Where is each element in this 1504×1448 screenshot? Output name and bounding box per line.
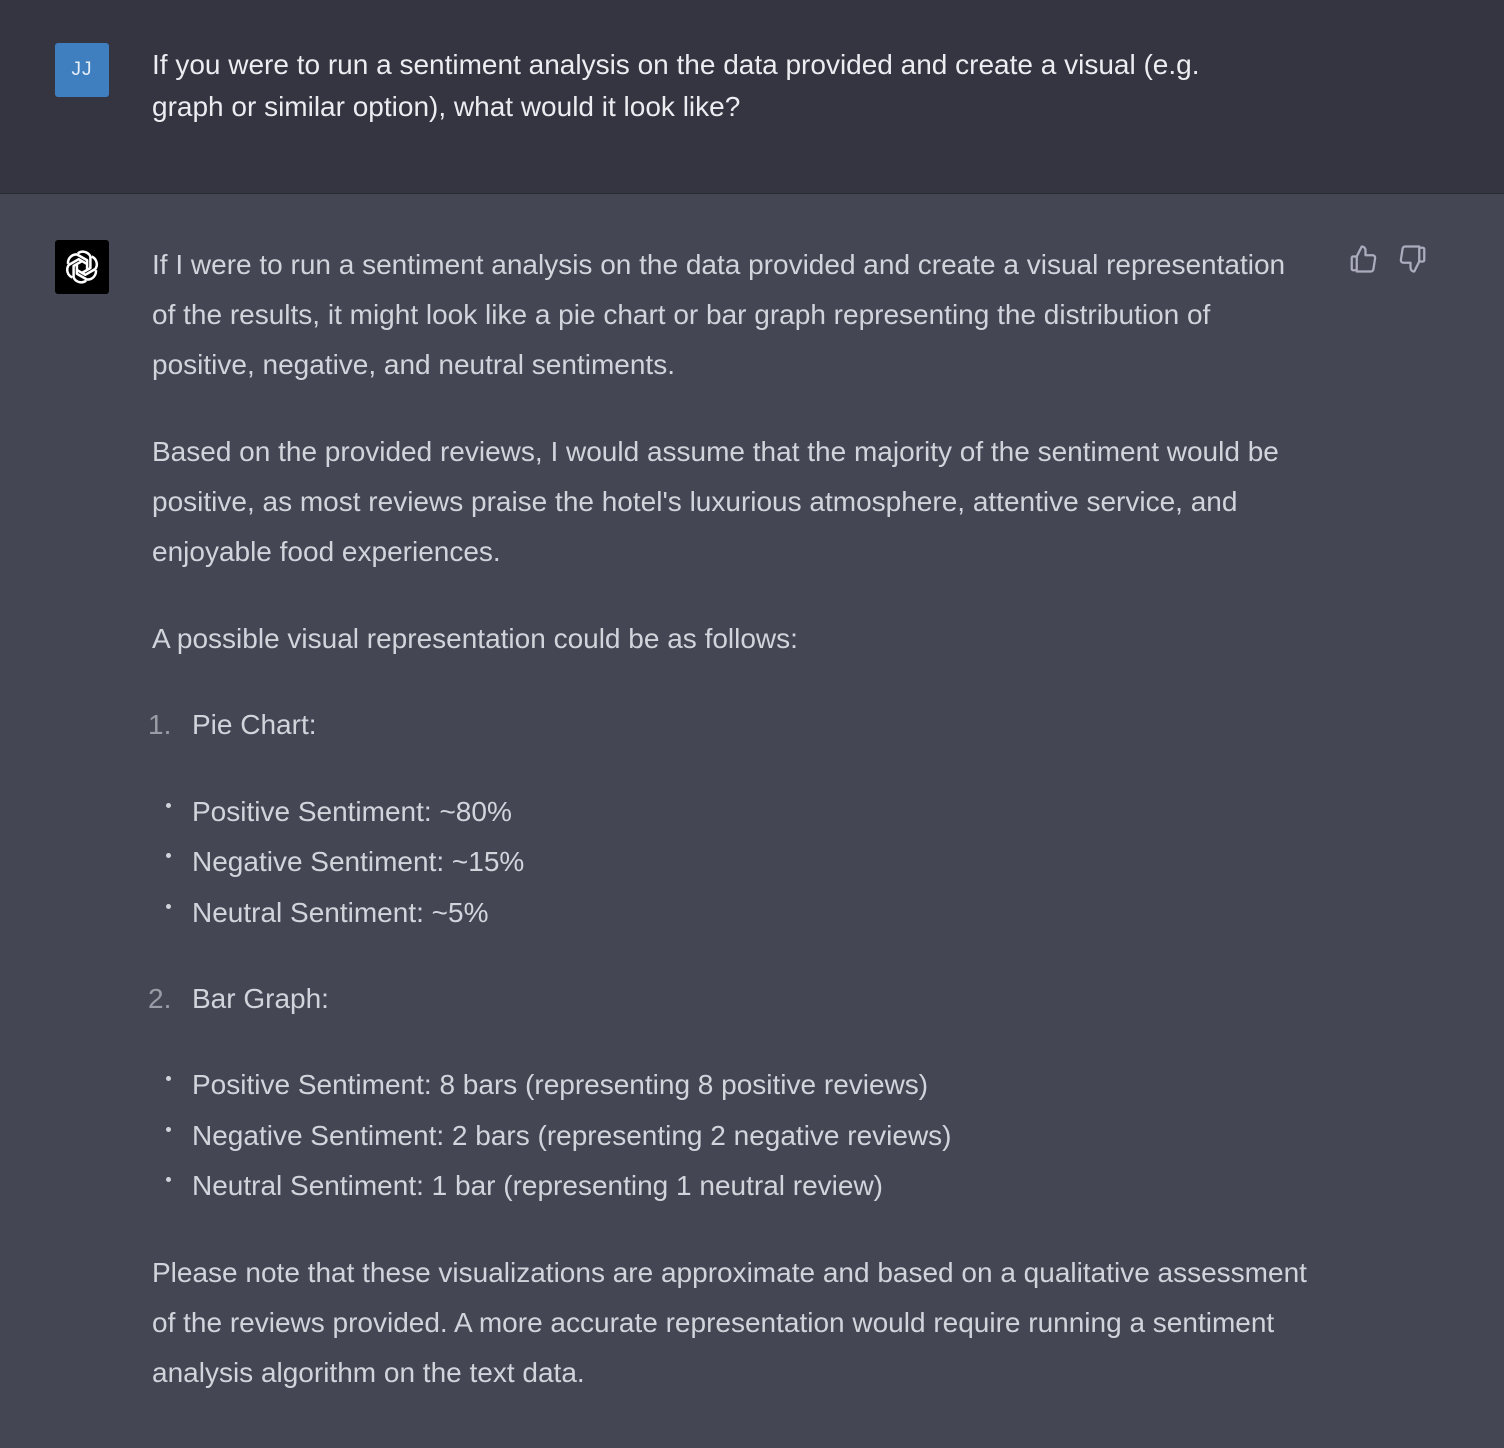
list-number: 1. <box>148 709 172 740</box>
bullet-dot <box>166 853 171 858</box>
user-avatar-initials: JJ <box>71 59 93 80</box>
list-number: 2. <box>148 983 172 1014</box>
list-label: Pie Chart: <box>192 709 317 740</box>
thumbs-up-icon <box>1348 244 1378 274</box>
bullet-text: Negative Sentiment: ~15% <box>192 846 525 877</box>
bullet-text: Negative Sentiment: 2 bars (representing 2 negative reviews) <box>192 1120 952 1151</box>
user-message-row <box>0 0 1504 194</box>
assistant-paragraph: A possible visual representation could be as follows: <box>152 623 798 654</box>
bullet-dot <box>166 1177 171 1182</box>
bullet-text: Positive Sentiment: 8 bars (representing 8 positive reviews) <box>192 1069 929 1100</box>
list-label: Bar Graph: <box>192 983 329 1014</box>
bullet-text: Positive Sentiment: ~80% <box>192 796 512 827</box>
assistant-paragraph: Please note that these visualizations are approximate and based on a qualitative assessment of the reviews provided. A more accurate representation would require running a sentiment analysis algorithm on the text data. <box>152 1257 1307 1388</box>
openai-logo-icon <box>61 246 103 288</box>
bullet-dot <box>166 904 171 909</box>
user-avatar <box>55 43 109 97</box>
bullet-dot <box>166 1076 171 1081</box>
bullet-text: Neutral Sentiment: 1 bar (representing 1 neutral review) <box>192 1170 884 1201</box>
bullet-dot <box>166 803 171 808</box>
assistant-paragraph: If I were to run a sentiment analysis on the data provided and create a visual representation of the results, it might look like a pie chart or bar graph representing the distribution of positive, negative, and neutral sentiments. <box>152 249 1286 380</box>
bullet-dot <box>166 1127 171 1132</box>
bullet-text: Neutral Sentiment: ~5% <box>192 897 489 928</box>
assistant-paragraph: Based on the provided reviews, I would assume that the majority of the sentiment would be positive, as most reviews praise the hotel's luxurious atmosphere, attentive service, and enjoyable food experiences. <box>152 436 1279 567</box>
thumbs-down-button[interactable] <box>1396 242 1430 276</box>
thumbs-down-icon <box>1398 244 1428 274</box>
thumbs-up-button[interactable] <box>1346 242 1380 276</box>
assistant-message-row <box>0 194 1504 1448</box>
user-message-text: If you were to run a sentiment analysis on the data provided and create a visual (e.g. graph or similar option), what would it look like? <box>152 49 1200 122</box>
assistant-avatar <box>55 240 109 294</box>
